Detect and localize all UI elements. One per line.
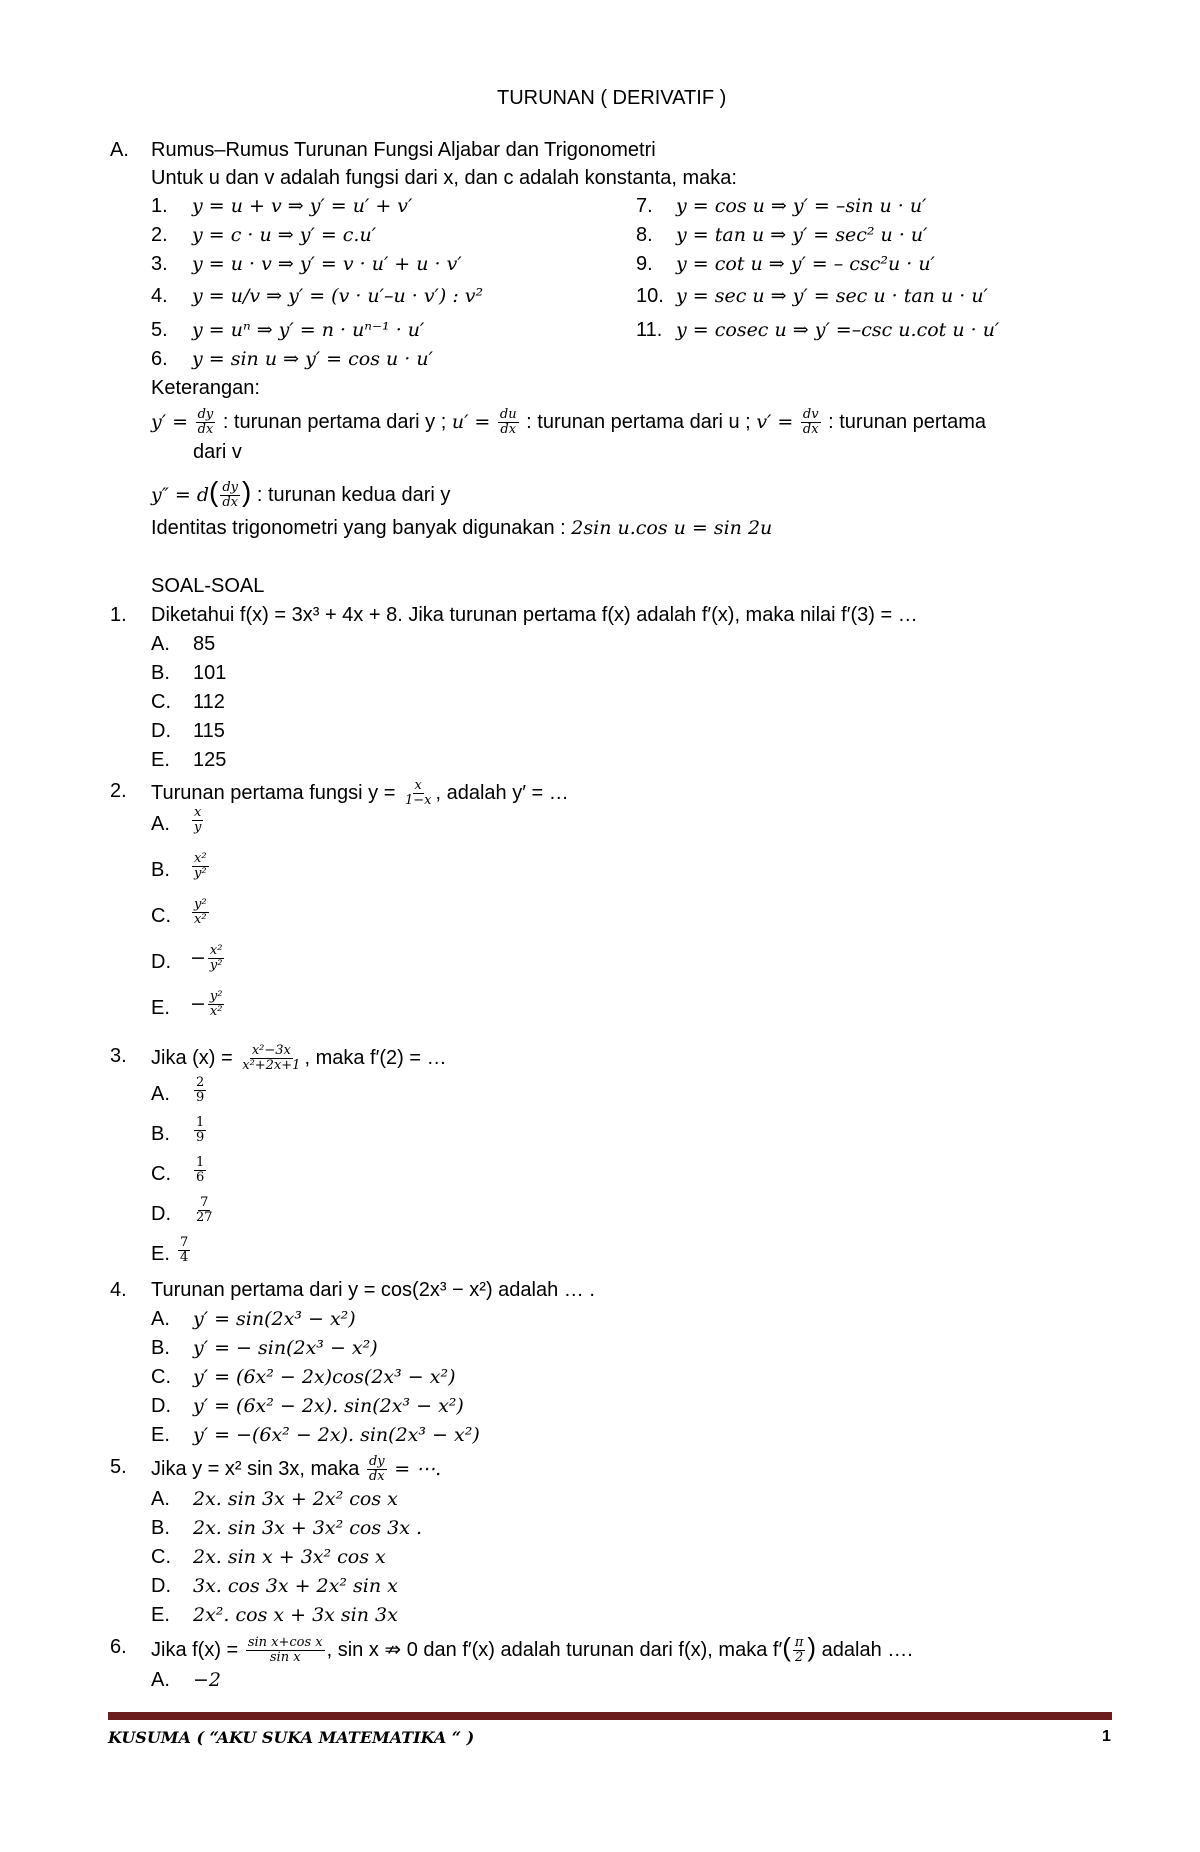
q1-option-a-label: A. <box>151 633 170 655</box>
formula-2-num: 2. <box>151 224 168 246</box>
formula-3: y = u · v ⇒ y′ = v · u′ + u · v′ <box>192 253 462 275</box>
formula-1-num: 1. <box>151 195 168 217</box>
q1-option-d-label: D. <box>151 720 171 742</box>
keterangan-line-2: dari v <box>193 441 242 463</box>
q4-option-a: y′ = sin(2x³ − x²) <box>193 1308 356 1330</box>
q4-option-e-label: E. <box>151 1424 170 1446</box>
soal-heading: SOAL-SOAL <box>151 575 265 597</box>
q1-option-a: 85 <box>193 633 216 655</box>
formula-11: y = cosec u ⇒ y′ =–csc u.cot u · u′ <box>676 319 1000 341</box>
dv-dx-fraction: $\frac{dv}{dx}$ <box>802 407 819 437</box>
q1-text: Diketahui f(x) = 3x³ + 4x + 8. Jika turunan pertama f(x) adalah f′(x), maka nilai f′(3) = … <box>151 604 918 626</box>
q2-num: 2. <box>110 780 127 802</box>
q1-option-d: 115 <box>193 720 225 742</box>
q5-option-a-label: A. <box>151 1488 170 1510</box>
formula-4: y = u/v ⇒ y′ = (v · u′–u · v′) : v² <box>192 285 484 307</box>
identitas-line <box>151 516 772 540</box>
page-title: TURUNAN ( DERIVATIF ) <box>497 87 727 109</box>
q2-option-a: $\frac{x}{y}$ <box>194 805 202 835</box>
footer-text: KUSUMA ( “AKU SUKA MATEMATIKA “ ) <box>108 1728 475 1747</box>
formula-8: y = tan u ⇒ y′ = sec² u · u′ <box>676 224 928 246</box>
q3-option-b: $\frac{1}{9}$ <box>196 1115 205 1145</box>
q3-option-d-label: D. <box>151 1203 171 1225</box>
q5-option-a: 2x. sin 3x + 2x² cos x <box>193 1488 398 1510</box>
formula-9-num: 9. <box>636 253 653 275</box>
q4-option-d: y′ = (6x² − 2x). sin(2x³ − x²) <box>193 1395 464 1417</box>
q1-option-c: 112 <box>193 691 225 713</box>
q3-option-a-label: A. <box>151 1083 170 1105</box>
section-a-heading: Rumus–Rumus Turunan Fungsi Aljabar dan Trigonometri <box>151 139 656 161</box>
section-a-letter: A. <box>110 139 129 161</box>
q1-option-c-label: C. <box>151 691 171 713</box>
q5-num: 5. <box>110 1456 127 1478</box>
q1-option-b: 101 <box>193 662 227 684</box>
keterangan-second-desc: : turunan kedua dari y <box>256 484 451 506</box>
dy-dx-fraction-2: $\frac{dy}{dx}$ <box>222 480 238 511</box>
q4-option-d-label: D. <box>151 1395 171 1417</box>
keterangan-line-1 <box>151 408 986 437</box>
formula-6: y = sin u ⇒ y′ = cos u · u′ <box>192 348 433 370</box>
formula-2: y = c · u ⇒ y′ = c.u′ <box>192 224 377 246</box>
identitas-formula: 2sin u.cos u = sin 2u <box>571 517 773 539</box>
q3-fraction: $\frac{\text{x²−3x}}{\text{x²+2x+1}}$ <box>242 1043 301 1073</box>
u-prime-symbol: u′ = <box>451 410 491 433</box>
q6-option-a: −2 <box>193 1669 222 1691</box>
q2-fraction: $\frac{x}{1-x}$ <box>404 778 432 808</box>
q5-option-c: 2x. sin x + 3x² cos x <box>193 1546 386 1568</box>
q2-option-e: − $\frac{\text{y²}}{\text{x²}}$ <box>190 989 223 1019</box>
y-prime-symbol: y′ = <box>151 410 189 433</box>
q6-num: 6. <box>110 1636 127 1658</box>
second-derivative-symbol: y″ = d <box>151 484 209 506</box>
q4-option-a-label: A. <box>151 1308 170 1330</box>
q2-option-b-label: B. <box>151 859 170 881</box>
q2-option-d-label: D. <box>151 951 171 973</box>
q5-dy-dx-fraction: $\frac{dy}{dx}$ <box>368 1454 385 1484</box>
q1-option-e-label: E. <box>151 749 170 771</box>
q2-option-c-label: C. <box>151 905 171 927</box>
q5-option-b-label: B. <box>151 1517 170 1539</box>
q3-option-a: $\frac{2}{9}$ <box>196 1075 205 1105</box>
formula-11-num: 11. <box>636 319 663 341</box>
v-prime-symbol: v′ = <box>756 410 794 433</box>
dy-dx-fraction: $\frac{dy}{dx}$ <box>197 407 214 437</box>
q3-text: Jika (x) = $\frac{\text{x²−3x}}{\text{x²+2x+1}}$ , maka f′(2) = … <box>151 1043 447 1073</box>
formula-3-num: 3. <box>151 253 168 275</box>
formula-6-num: 6. <box>151 348 168 370</box>
q3-option-c-label: C. <box>151 1163 171 1185</box>
q2-option-c: $\frac{\text{y²}}{\text{x²}}$ <box>194 897 207 927</box>
q3-option-d: $\frac{7}{27}$ <box>196 1195 213 1225</box>
q4-option-c-label: C. <box>151 1366 171 1388</box>
q4-option-c: y′ = (6x² − 2x)cos(2x³ − x²) <box>193 1366 456 1388</box>
formula-1: y = u + v ⇒ y′ = u′ + v′ <box>192 195 413 217</box>
q5-option-b: 2x. sin 3x + 3x² cos 3x . <box>193 1517 423 1539</box>
formula-9: y = cot u ⇒ y′ = – csc²u · u′ <box>676 253 935 275</box>
q2-option-a-label: A. <box>151 813 170 835</box>
q4-text: Turunan pertama dari y = cos(2x³ − x²) adalah … . <box>151 1279 595 1301</box>
q5-option-d-label: D. <box>151 1575 171 1597</box>
section-a-intro: Untuk u dan v adalah fungsi dari x, dan c adalah konstanta, maka: <box>151 167 737 189</box>
q5-option-e-label: E. <box>151 1604 170 1626</box>
q2-option-b: $\frac{\text{x²}}{\text{y²}}$ <box>194 851 207 881</box>
q3-option-e: $\frac{7}{4}$ <box>180 1235 189 1265</box>
keterangan-label: Keterangan: <box>151 377 260 399</box>
keterangan-y-desc: : turunan pertama dari y ; <box>222 410 447 433</box>
q3-num: 3. <box>110 1045 127 1067</box>
q3-option-b-label: B. <box>151 1123 170 1145</box>
q6-pi-fraction: $\frac{\pi}{2}$ <box>794 1635 804 1666</box>
identitas-text: Identitas trigonometri yang banyak digunakan : <box>151 517 566 539</box>
formula-7-num: 7. <box>636 195 653 217</box>
q3-option-c: $\frac{1}{6}$ <box>196 1155 205 1185</box>
formula-4-num: 4. <box>151 285 168 307</box>
q4-option-e: y′ = −(6x² − 2x). sin(2x³ − x²) <box>193 1424 480 1446</box>
formula-5-num: 5. <box>151 319 168 341</box>
q6-text: Jika f(x) = $\frac{\text{sin x+cos x}}{\text{sin x}}$ , sin x ⇏ 0 dan f′(x) adalah turunan dari f(x), maka f′( $\frac{\pi}{2}$ ) adalah …. <box>151 1632 913 1666</box>
q6-fraction: $\frac{\text{sin x+cos x}}{\text{sin x}}$ <box>247 1635 323 1666</box>
q5-option-c-label: C. <box>151 1546 171 1568</box>
page-number: 1 <box>1102 1728 1111 1745</box>
q1-num: 1. <box>110 604 127 626</box>
keterangan-line-3: y″ = d( $\frac{dy}{dx}$ ) : turunan kedua dari y <box>151 476 451 511</box>
q4-option-b: y′ = − sin(2x³ − x²) <box>193 1337 378 1359</box>
footer-rule <box>108 1712 1112 1720</box>
keterangan-u-desc: : turunan pertama dari u ; <box>526 410 751 433</box>
q5-option-e: 2x². cos x + 3x sin 3x <box>193 1604 398 1626</box>
q5-option-d: 3x. cos 3x + 2x² sin x <box>193 1575 398 1597</box>
q2-text: Turunan pertama fungsi y = $\frac{x}{1-x}$ , adalah y′ = … <box>151 778 569 808</box>
q4-num: 4. <box>110 1279 127 1301</box>
formula-10: y = sec u ⇒ y′ = sec u · tan u · u′ <box>676 285 988 307</box>
q6-option-a-label: A. <box>151 1669 170 1691</box>
q3-option-e-label: E. <box>151 1243 170 1265</box>
q2-option-e-label: E. <box>151 997 170 1019</box>
formula-8-num: 8. <box>636 224 653 246</box>
q5-text: Jika y = x² sin 3x, maka $\frac{dy}{dx}$ = ⋯. <box>151 1454 442 1484</box>
q1-option-e: 125 <box>193 749 227 771</box>
q2-option-d: − $\frac{\text{x²}}{\text{y²}}$ <box>190 943 223 973</box>
q4-option-b-label: B. <box>151 1337 170 1359</box>
keterangan-v-desc: : turunan pertama <box>828 410 986 433</box>
du-dx-fraction: $\frac{du}{dx}$ <box>499 407 517 437</box>
formula-7: y = cos u ⇒ y′ = –sin u · u′ <box>676 195 927 217</box>
q1-option-b-label: B. <box>151 662 170 684</box>
formula-5: y = uⁿ ⇒ y′ = n · uⁿ⁻¹ · u′ <box>192 319 425 341</box>
formula-10-num: 10. <box>636 285 664 307</box>
